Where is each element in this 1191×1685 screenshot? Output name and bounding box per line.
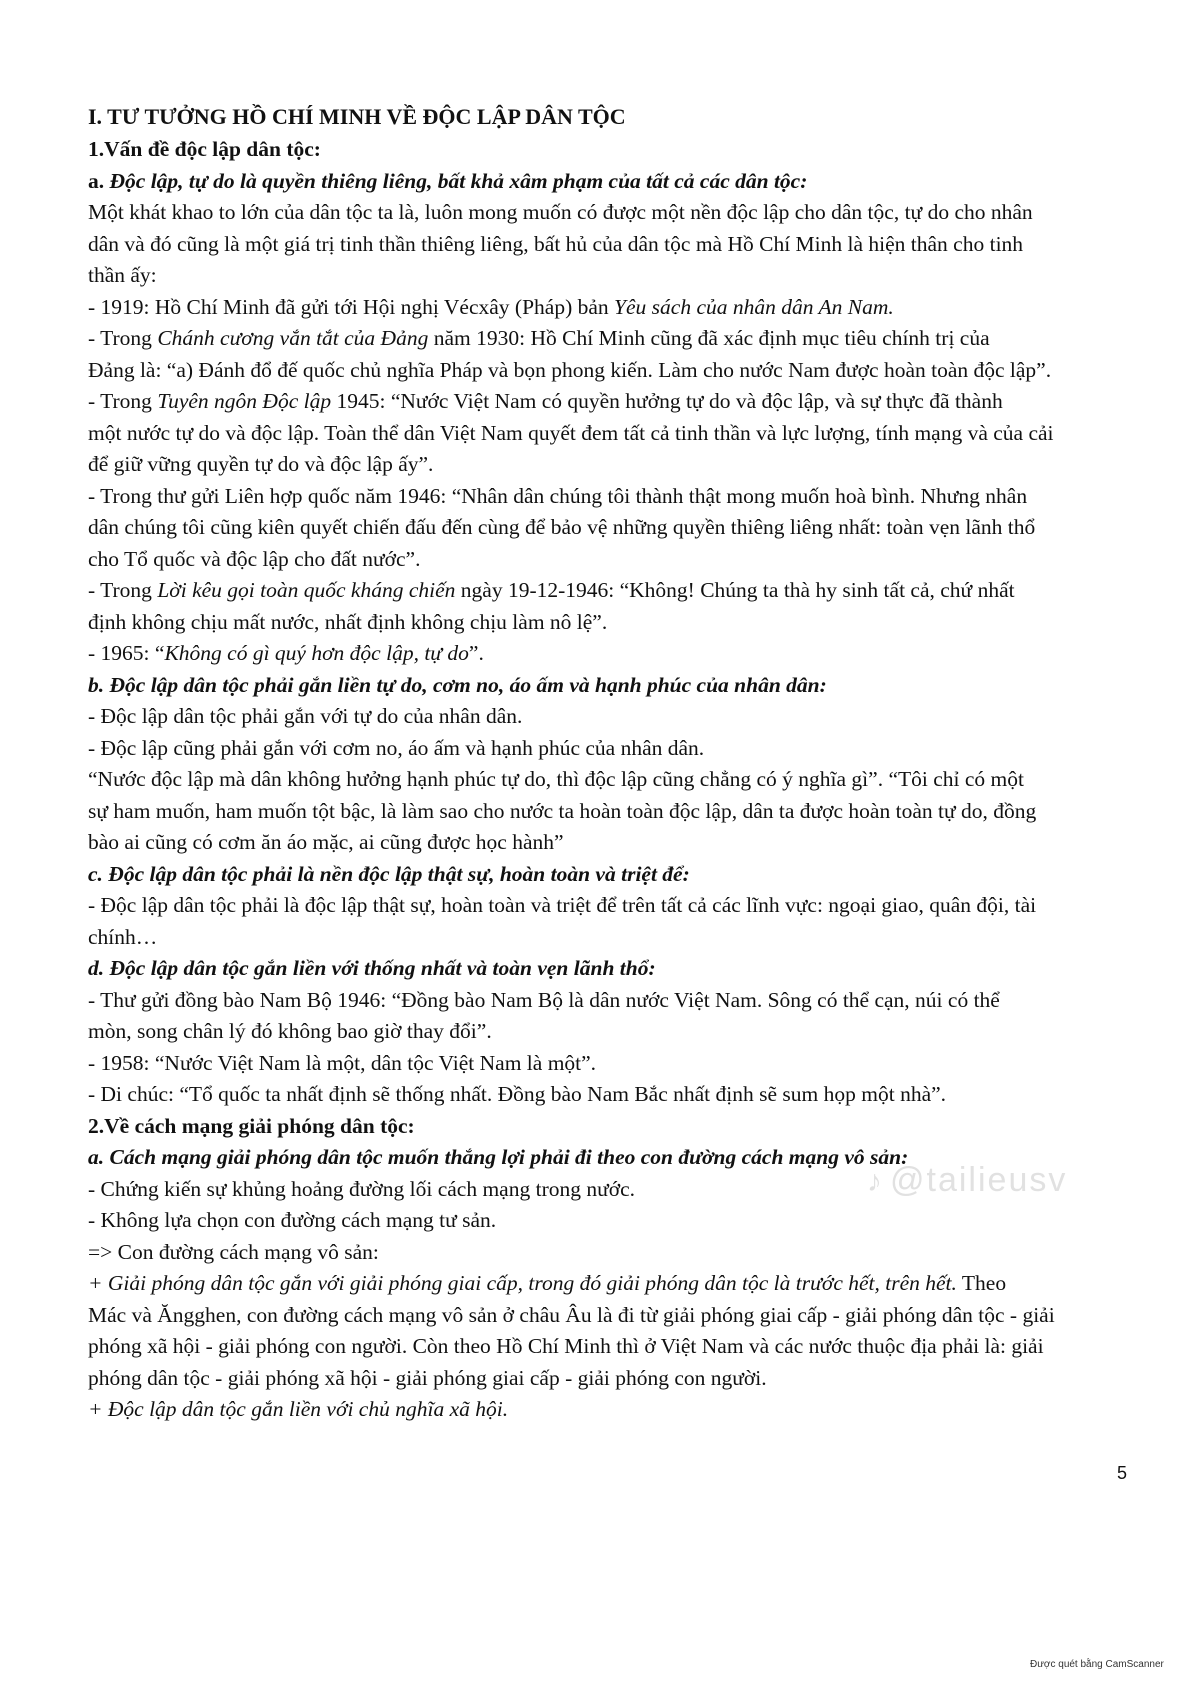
watermark — [867, 1161, 1067, 1200]
section1a-item2-italic: Chánh cương vắn tắt của Đảng — [157, 326, 429, 350]
page-title: I. TƯ TƯỞNG HỒ CHÍ MINH VỀ ĐỘC LẬP DÂN TỘC — [88, 104, 626, 129]
section1c-item1-line1: - Độc lập dân tộc phải là độc lập thật sự, hoàn toàn và triệt để trên tất cả các lĩnh vực: ngoại giao, quân đội, tài — [88, 893, 1037, 917]
section1a-item5-line2: định không chịu mất nước, nhất định không chịu làm nô lệ”. — [88, 609, 608, 634]
watermark-text: @tailieusv — [890, 1161, 1068, 1199]
section1a-item1 — [88, 292, 1128, 324]
section1a-item5-pre: - Trong — [88, 578, 158, 602]
section1a-item1-text: - 1919: Hồ Chí Minh đã gửi tới Hội nghị Vécxây (Pháp) bản — [88, 294, 615, 319]
section1a-item5-italic: Lời kêu gọi toàn quốc kháng chiến — [157, 578, 456, 602]
section1d-heading: d. Độc lập dân tộc gắn liền với thống nhất và toàn vẹn lãnh thổ: — [88, 956, 656, 980]
section1a-item6 — [88, 638, 1128, 670]
section2a-plus1-line2: Mác và Ăngghen, con đường cách mạng vô sản ở châu Âu là đi từ giải phóng giai cấp - giải phóng dân tộc - giải — [88, 1302, 1055, 1327]
section1d-item1-line1: - Thư gửi đồng bào Nam Bộ 1946: “Đồng bào Nam Bộ là dân nước Việt Nam. Sông có thể cạn, núi có thể — [88, 987, 1000, 1012]
section1a-item3-line2: một nước tự do và độc lập. Toàn thể dân Việt Nam quyết đem tất cả tinh thần và lực lượng, tính mạng và của cải — [88, 420, 1054, 445]
section1a-item6-italic: Không có gì quý hơn độc lập, tự do — [164, 641, 469, 665]
section2-heading: 2.Về cách mạng giải phóng dân tộc: — [88, 1113, 415, 1138]
section1b-quote-line2: sự ham muốn, ham muốn tột bậc, là làm sao cho nước ta hoàn toàn độc lập, dân ta được hoàn toàn tự do, đồng — [88, 798, 1037, 823]
section1a-item5-post: ngày 19-12-1946: “Không! Chúng ta thà hy sinh tất cả, chứ nhất — [455, 578, 1015, 602]
section1b-item1: - Độc lập dân tộc phải gắn với tự do của nhân dân. — [88, 704, 523, 728]
section2a-plus1-post: Theo — [956, 1271, 1007, 1295]
section2a-heading: a. Cách mạng giải phóng dân tộc muốn thắng lợi phải đi theo con đường cách mạng vô sản: — [88, 1145, 909, 1169]
section2a-plus1-line4: phóng dân tộc - giải phóng xã hội - giải phóng giai cấp - giải phóng con người. — [88, 1365, 767, 1390]
section1a-item2-pre: - Trong — [88, 326, 158, 350]
section1-heading: 1.Vấn đề độc lập dân tộc: — [88, 137, 321, 161]
section1b-heading: b. Độc lập dân tộc phải gắn liền tự do, cơm no, áo ấm và hạnh phúc của nhân dân: — [88, 672, 827, 697]
section1a-lead: a. — [88, 168, 105, 193]
section1a-heading — [88, 166, 1128, 198]
section1a-item2-post: năm 1930: Hồ Chí Minh cũng đã xác định mục tiêu chính trị của — [428, 326, 990, 350]
section2a-plus1-line1 — [88, 1268, 1128, 1300]
section1a-item4-line1: - Trong thư gửi Liên hợp quốc năm 1946: “Nhân dân chúng tôi thành thật mong muốn hoà bình. Nhưng nhân — [88, 483, 1028, 508]
section1a-item3-line3: để giữ vững quyền tự do và độc lập ấy”. — [88, 452, 434, 476]
section1b-quote-line3: bào ai cũng có cơm ăn áo mặc, ai cũng được học hành” — [88, 830, 564, 854]
section1a-item3-line1 — [88, 386, 1128, 418]
section1a-item3-italic: Tuyên ngôn Độc lập — [157, 389, 332, 413]
section2a-plus2: + Độc lập dân tộc gắn liền với chủ nghĩa xã hội. — [88, 1397, 509, 1421]
section2a-plus1-line3: phóng xã hội - giải phóng con người. Còn theo Hồ Chí Minh thì ở Việt Nam và các nước thuộc địa phải là: giải — [88, 1334, 1044, 1358]
section2a-item2: - Không lựa chọn con đường cách mạng tư sản. — [88, 1208, 497, 1232]
section2a-item1: - Chứng kiến sự khủng hoảng đường lối cách mạng trong nước. — [88, 1176, 636, 1201]
tiktok-icon: ♪ — [867, 1165, 884, 1198]
section1a-item2-line2: Đảng là: “a) Đánh đổ đế quốc chủ nghĩa Pháp và bọn phong kiến. Làm cho nước Nam được hoàn toàn độc lập”. — [88, 357, 1052, 382]
scanner-note: Được quét bằng CamScanner — [1030, 1659, 1164, 1670]
document-body — [88, 100, 1128, 1426]
section1a-intro-line2: dân và đó cũng là một giá trị tinh thần thiêng liêng, bất hủ của dân tộc mà Hồ Chí Minh là hiện thân cho tinh — [88, 231, 1024, 256]
section1a-heading-text: Độc lập, tự do là quyền thiêng liêng, bất khả xâm phạm của tất cả các dân tộc: — [109, 168, 808, 193]
section1a-item2-line1 — [88, 323, 1128, 355]
section2a-plus1-italic: + Giải phóng dân tộc gắn với giải phóng giai cấp, trong đó giải phóng dân tộc là trước hết, trên hết. — [88, 1271, 957, 1295]
section2a-item3: => Con đường cách mạng vô sản: — [88, 1239, 379, 1264]
section1c-item1-line2: chính… — [88, 924, 158, 949]
section1a-item6-pre: - 1965: “ — [88, 641, 165, 665]
section1a-item3-pre: - Trong — [88, 389, 158, 413]
section1d-item3: - Di chúc: “Tổ quốc ta nhất định sẽ thống nhất. Đồng bào Nam Bắc nhất định sẽ sum họp một nhà”. — [88, 1082, 947, 1106]
section1a-item4-line2: dân chúng tôi cũng kiên quyết chiến đấu đến cùng để bảo vệ những quyền thiêng liêng nhất: toàn vẹn lãnh thổ — [88, 515, 1036, 539]
page-number: 5 — [1117, 1463, 1128, 1483]
section1a-item1-italic: Yêu sách của nhân dân An Nam. — [614, 294, 894, 319]
section1a-item5-line1 — [88, 575, 1128, 607]
section1a-intro-line1: Một khát khao to lớn của dân tộc ta là, luôn mong muốn có được một nền độc lập cho dân tộc, tự do cho nhân — [88, 200, 1033, 224]
section1d-item2: - 1958: “Nước Việt Nam là một, dân tộc Việt Nam là một”. — [88, 1050, 597, 1075]
section1b-quote-line1: “Nước độc lập mà dân không hưởng hạnh phúc tự do, thì độc lập cũng chẳng có ý nghĩa gì”. “Tôi chỉ có một — [88, 767, 1024, 791]
section1a-item4-line3: cho Tổ quốc và độc lập cho đất nước”. — [88, 546, 421, 571]
section1c-heading: c. Độc lập dân tộc phải là nền độc lập thật sự, hoàn toàn và triệt để: — [88, 861, 690, 886]
section1a-intro-line3: thần ấy: — [88, 263, 157, 287]
section1a-item3-post: 1945: “Nước Việt Nam có quyền hưởng tự do và độc lập, và sự thực đã thành — [331, 389, 1003, 413]
section1b-item2: - Độc lập cũng phải gắn với cơm no, áo ấm và hạnh phúc của nhân dân. — [88, 735, 705, 760]
section1a-item6-post: ”. — [468, 641, 484, 665]
section1d-item1-line2: mòn, song chân lý đó không bao giờ thay đổi”. — [88, 1019, 492, 1043]
